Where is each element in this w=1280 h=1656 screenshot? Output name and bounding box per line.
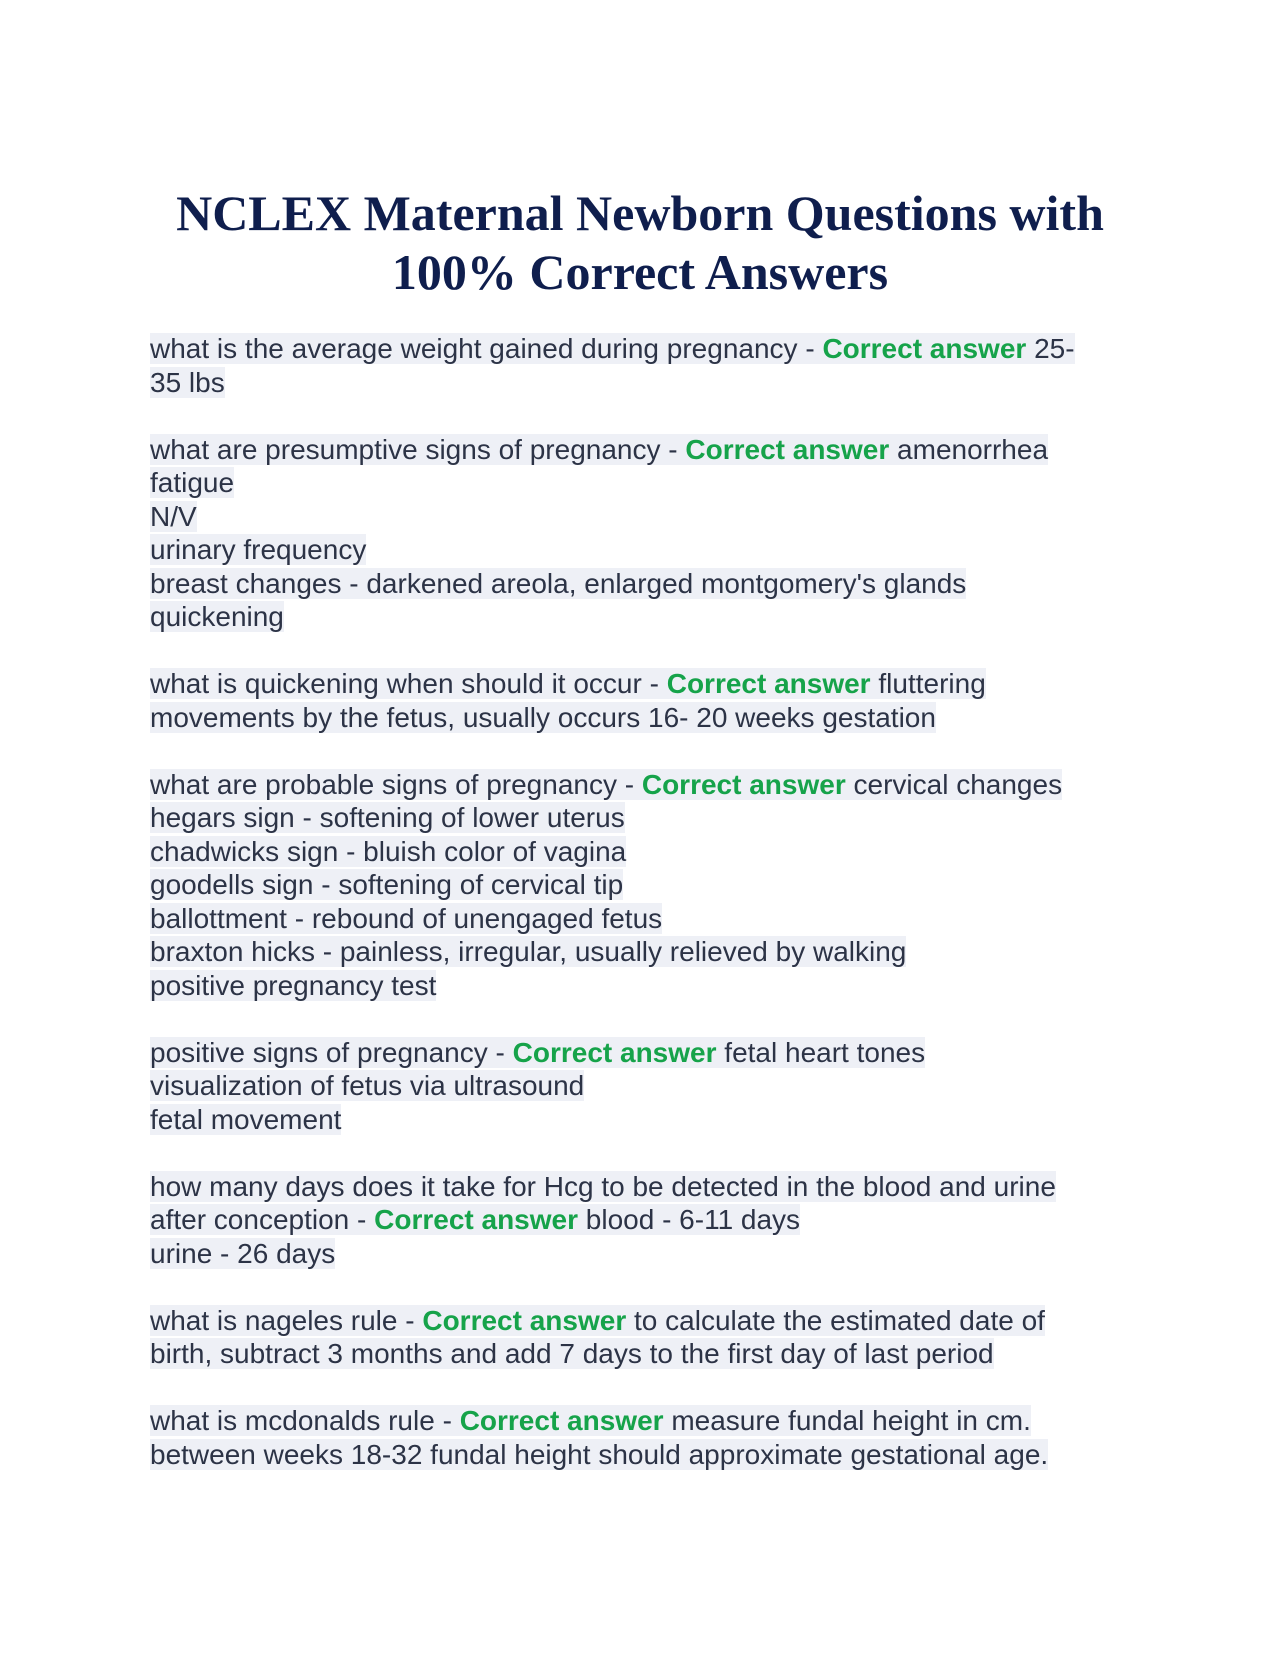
question-text: what are probable signs of pregnancy -	[150, 768, 642, 800]
qa-first-line	[150, 1404, 1130, 1438]
qa-item	[150, 332, 1130, 399]
correct-answer-label: Correct answer	[822, 333, 1027, 364]
answer-line: visualization of fetus via ultrasound	[150, 1070, 585, 1101]
answer-text: 25-	[1026, 333, 1075, 364]
qa-first-line	[150, 768, 1130, 802]
qa-first-line	[150, 667, 1130, 701]
qa-first-line	[150, 1304, 1130, 1338]
correct-answer-label: Correct answer	[374, 1204, 578, 1235]
qa-first-line	[150, 1036, 1130, 1070]
title-line-2: 100% Correct Answers	[391, 244, 889, 300]
question-text: what are presumptive signs of pregnancy -	[150, 433, 686, 465]
correct-answer-label: Correct answer	[422, 1304, 627, 1336]
answer-text: fetal heart tones	[716, 1036, 926, 1068]
qa-item	[150, 1304, 1130, 1371]
correct-answer-label: Correct answer	[641, 768, 846, 800]
answer-line: N/V	[150, 500, 197, 532]
answer-line: hegars sign - softening of lower uterus	[150, 802, 625, 833]
answer-line: braxton hicks - painless, irregular, usually relieved by walking	[150, 936, 907, 967]
question-text: how many days does it take for Hcg to be detected in the blood and urine	[150, 1170, 1056, 1202]
answer-text: fluttering	[870, 668, 986, 699]
qa-first-line	[150, 433, 1130, 467]
answer-line: chadwicks sign - bluish color of vagina	[150, 835, 627, 867]
answer-text: blood - 6-11 days	[578, 1204, 801, 1235]
correct-answer-label: Correct answer	[685, 433, 890, 465]
answer-text: to calculate the estimated date of	[626, 1304, 1045, 1336]
qa-item	[150, 1170, 1130, 1271]
answer-line: 35 lbs	[150, 366, 225, 398]
question-text: positive signs of pregnancy -	[150, 1036, 513, 1068]
answer-line: birth, subtract 3 months and add 7 days to the first day of last period	[150, 1338, 994, 1369]
answer-line: fetal movement	[150, 1103, 342, 1135]
correct-answer-label: Correct answer	[666, 668, 871, 699]
correct-answer-label: Correct answer	[459, 1405, 664, 1436]
question-text: what is quickening when should it occur -	[150, 668, 667, 699]
qa-first-line	[150, 332, 1130, 366]
qa-item	[150, 433, 1130, 634]
qa-item	[150, 1404, 1130, 1471]
answer-line: quickening	[150, 601, 284, 632]
question-text: what is mcdonalds rule -	[150, 1405, 460, 1436]
qa-first-line	[150, 1203, 1130, 1237]
answer-text: cervical changes	[845, 768, 1063, 800]
answer-text: measure fundal height in cm.	[663, 1405, 1031, 1436]
answer-line: between weeks 18-32 fundal height should approximate gestational age.	[150, 1438, 1049, 1470]
answer-line: ballottment - rebound of unengaged fetus	[150, 902, 663, 934]
answer-line: urine - 26 days	[150, 1237, 336, 1269]
title-line-1: NCLEX Maternal Newborn Questions with	[176, 185, 1104, 241]
answer-line: movements by the fetus, usually occurs 16- 20 weeks gestation	[150, 701, 936, 733]
qa-item	[150, 1036, 1130, 1137]
answer-line: breast changes - darkened areola, enlarged montgomery's glands	[150, 567, 967, 599]
qa-item	[150, 768, 1130, 1003]
question-text: what is the average weight gained during pregnancy -	[150, 333, 823, 364]
answer-text: amenorrhea	[889, 433, 1049, 465]
qa-list	[150, 332, 1130, 1471]
question-text: what is nageles rule -	[150, 1304, 423, 1336]
qa-item	[150, 667, 1130, 734]
answer-line: goodells sign - softening of cervical tip	[150, 869, 624, 900]
question-text: after conception -	[150, 1204, 375, 1235]
question-line	[150, 1170, 1130, 1204]
correct-answer-label: Correct answer	[512, 1036, 717, 1068]
answer-line: positive pregnancy test	[150, 969, 437, 1001]
answer-line: urinary frequency	[150, 534, 367, 565]
answer-line: fatigue	[150, 467, 235, 498]
document-title	[110, 184, 1170, 302]
